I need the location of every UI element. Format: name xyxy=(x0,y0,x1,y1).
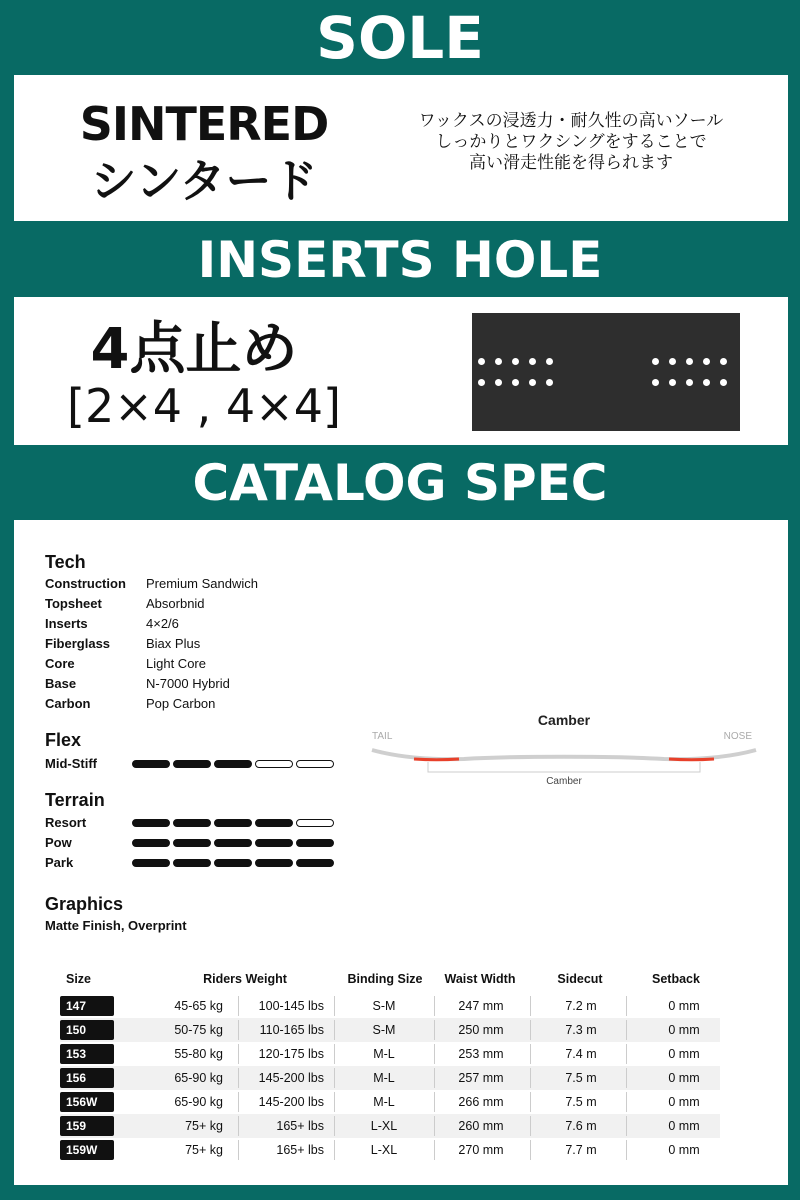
flex-heading: Flex xyxy=(45,730,82,750)
terrain-rating-segment xyxy=(255,819,293,827)
column-divider xyxy=(626,1068,627,1088)
table-cell-setback: 0 mm xyxy=(668,1143,700,1157)
terrain-rating-segment xyxy=(255,839,293,847)
column-divider xyxy=(238,1020,239,1040)
table-cell-sidecut: 7.5 m xyxy=(565,1071,597,1085)
tech-key: Inserts xyxy=(45,616,88,631)
table-cell-lbs: 165+ lbs xyxy=(276,1119,324,1133)
terrain-rating-segment xyxy=(296,819,334,827)
terrain-rating-segment xyxy=(173,819,211,827)
flex-rating-segment xyxy=(132,760,170,768)
graphics-value: Matte Finish, Overprint xyxy=(45,918,187,933)
column-divider xyxy=(334,1044,335,1064)
camber-bracket xyxy=(428,762,700,772)
table-cell-setback: 0 mm xyxy=(668,1071,700,1085)
nose-label: NOSE xyxy=(723,731,752,742)
table-cell-binding: L-XL xyxy=(370,1119,398,1133)
terrain-rating-segment xyxy=(132,859,170,867)
tail-label: TAIL xyxy=(372,731,393,742)
tech-key: Construction xyxy=(45,576,126,591)
insert-hole xyxy=(529,379,536,386)
insert-hole xyxy=(720,358,727,365)
table-cell-lbs: 110-165 lbs xyxy=(259,1023,324,1037)
table-header: Size xyxy=(66,972,92,986)
table-cell-waist: 270 mm xyxy=(458,1143,504,1157)
sole-name-ja: シンタード xyxy=(90,154,318,208)
terrain-rating-segment xyxy=(173,859,211,867)
table-row xyxy=(60,1090,720,1114)
table-row xyxy=(60,1138,720,1162)
insert-hole xyxy=(703,358,710,365)
terrain-label: Park xyxy=(45,855,74,870)
insert-hole xyxy=(512,358,519,365)
spec-panel xyxy=(14,520,788,1185)
flex-rating-segment xyxy=(296,760,334,768)
table-cell-sidecut: 7.7 m xyxy=(565,1143,597,1157)
terrain-heading: Terrain xyxy=(45,790,105,810)
column-divider xyxy=(434,1068,435,1088)
tech-value: Light Core xyxy=(146,656,206,671)
insert-hole xyxy=(686,358,693,365)
table-cell-binding: M-L xyxy=(373,1095,395,1109)
spec-section-title: CATALOG SPEC xyxy=(192,454,608,512)
table-row xyxy=(60,1042,720,1066)
insert-hole xyxy=(703,379,710,386)
tech-key: Core xyxy=(45,656,75,671)
tech-value: Premium Sandwich xyxy=(146,576,258,591)
table-header: Setback xyxy=(652,972,700,986)
column-divider xyxy=(626,1116,627,1136)
table-header: Sidecut xyxy=(557,972,603,986)
table-cell-waist: 250 mm xyxy=(458,1023,504,1037)
table-cell-setback: 0 mm xyxy=(668,1119,700,1133)
insert-hole xyxy=(669,358,676,365)
size-badge: 156 xyxy=(60,1068,114,1088)
column-divider xyxy=(530,1044,531,1064)
table-cell-setback: 0 mm xyxy=(668,1023,700,1037)
table-cell-kg: 55-80 kg xyxy=(174,1047,223,1061)
table-cell-kg: 75+ kg xyxy=(185,1119,223,1133)
size-badge: 159 xyxy=(60,1116,114,1136)
table-cell-binding: M-L xyxy=(373,1047,395,1061)
tech-heading: Tech xyxy=(45,552,86,572)
table-cell-kg: 75+ kg xyxy=(185,1143,223,1157)
tech-key: Fiberglass xyxy=(45,636,111,651)
table-cell-waist: 257 mm xyxy=(458,1071,504,1085)
table-row xyxy=(60,1018,720,1042)
column-divider xyxy=(530,996,531,1016)
table-cell-lbs: 145-200 lbs xyxy=(258,1071,324,1085)
column-divider xyxy=(530,1068,531,1088)
table-cell-binding: M-L xyxy=(373,1071,395,1085)
table-cell-binding: S-M xyxy=(372,999,396,1013)
table-cell-kg: 65-90 kg xyxy=(174,1071,223,1085)
size-badge: 159W xyxy=(60,1140,114,1160)
column-divider xyxy=(530,1020,531,1040)
nose-contact-point xyxy=(669,759,714,760)
tech-value: Absorbnid xyxy=(146,596,205,611)
insert-hole xyxy=(495,358,502,365)
terrain-label: Pow xyxy=(45,835,72,850)
column-divider xyxy=(626,1092,627,1112)
column-divider xyxy=(334,996,335,1016)
column-divider xyxy=(626,1140,627,1160)
insert-hole xyxy=(669,379,676,386)
tail-contact-point xyxy=(414,759,459,760)
terrain-label: Resort xyxy=(45,815,87,830)
table-cell-kg: 45-65 kg xyxy=(174,999,223,1013)
table-cell-sidecut: 7.4 m xyxy=(565,1047,597,1061)
table-cell-binding: S-M xyxy=(372,1023,396,1037)
size-badge: 153 xyxy=(60,1044,114,1064)
table-cell-lbs: 145-200 lbs xyxy=(258,1095,324,1109)
table-cell-binding: L-XL xyxy=(370,1143,398,1157)
column-divider xyxy=(334,1068,335,1088)
insert-hole xyxy=(495,379,502,386)
table-row xyxy=(60,1066,720,1090)
inserts-main-label: 4点止め xyxy=(90,317,298,382)
camber-title: Camber xyxy=(537,712,591,728)
sole-description xyxy=(374,111,768,174)
tech-key: Topsheet xyxy=(45,596,102,611)
insert-hole xyxy=(546,358,553,365)
table-cell-lbs: 120-175 lbs xyxy=(258,1047,324,1061)
terrain-rating-segment xyxy=(296,859,334,867)
sole-name-en: SINTERED xyxy=(79,97,329,151)
flex-rating-segment xyxy=(214,760,252,768)
column-divider xyxy=(238,996,239,1016)
table-header: Binding Size xyxy=(347,972,423,986)
table-cell-setback: 0 mm xyxy=(668,999,700,1013)
graphics-heading: Graphics xyxy=(45,894,124,914)
table-cell-kg: 50-75 kg xyxy=(174,1023,223,1037)
column-divider xyxy=(334,1092,335,1112)
size-badge: 156W xyxy=(60,1092,114,1112)
column-divider xyxy=(238,1068,239,1088)
inserts-panel xyxy=(14,297,788,445)
tech-key: Base xyxy=(45,676,77,691)
column-divider xyxy=(434,1044,435,1064)
tech-key: Carbon xyxy=(45,696,91,711)
size-badge: 150 xyxy=(60,1020,114,1040)
table-cell-waist: 260 mm xyxy=(458,1119,504,1133)
insert-hole xyxy=(652,358,659,365)
column-divider xyxy=(434,1020,435,1040)
column-divider xyxy=(530,1116,531,1136)
tech-value: 4×2/6 xyxy=(146,616,179,631)
insert-hole xyxy=(529,358,536,365)
flex-rating-segment xyxy=(173,760,211,768)
table-header: Waist Width xyxy=(444,972,516,986)
sole-desc-line: しっかりとワクシングをすることで xyxy=(435,132,707,152)
column-divider xyxy=(238,1116,239,1136)
insert-hole xyxy=(686,379,693,386)
table-cell-lbs: 100-145 lbs xyxy=(258,999,324,1013)
column-divider xyxy=(434,1092,435,1112)
column-divider xyxy=(434,996,435,1016)
column-divider xyxy=(238,1140,239,1160)
tech-value: Biax Plus xyxy=(146,636,201,651)
table-cell-sidecut: 7.5 m xyxy=(565,1095,597,1109)
sole-panel xyxy=(14,75,788,221)
sole-desc-line: ワックスの浸透力・耐久性の高いソール xyxy=(418,111,724,131)
column-divider xyxy=(334,1140,335,1160)
table-cell-setback: 0 mm xyxy=(668,1095,700,1109)
column-divider xyxy=(434,1116,435,1136)
insert-hole-diagram xyxy=(472,313,740,431)
column-divider xyxy=(530,1092,531,1112)
column-divider xyxy=(626,996,627,1016)
terrain-rating-segment xyxy=(214,819,252,827)
table-cell-lbs: 165+ lbs xyxy=(276,1143,324,1157)
terrain-rating-segment xyxy=(214,859,252,867)
insert-hole xyxy=(478,379,485,386)
size-badge: 147 xyxy=(60,996,114,1016)
column-divider xyxy=(334,1116,335,1136)
column-divider xyxy=(530,1140,531,1160)
tech-value: Pop Carbon xyxy=(146,696,216,711)
column-divider xyxy=(434,1140,435,1160)
table-cell-waist: 247 mm xyxy=(458,999,504,1013)
terrain-rating-segment xyxy=(132,819,170,827)
flex-rating-segment xyxy=(255,760,293,768)
board-profile-line xyxy=(372,750,756,759)
table-cell-waist: 253 mm xyxy=(458,1047,504,1061)
flex-label: Mid-Stiff xyxy=(45,756,97,771)
table-cell-setback: 0 mm xyxy=(668,1047,700,1061)
table-cell-waist: 266 mm xyxy=(458,1095,504,1109)
terrain-rating-segment xyxy=(255,859,293,867)
insert-hole xyxy=(478,358,485,365)
column-divider xyxy=(626,1020,627,1040)
inserts-section-title: INSERTS HOLE xyxy=(197,231,603,289)
camber-profile-diagram xyxy=(364,708,764,788)
column-divider xyxy=(626,1044,627,1064)
inserts-pattern-label: [2×4 , 4×4] xyxy=(67,379,341,433)
terrain-rating-segment xyxy=(132,839,170,847)
sole-section-title: SOLE xyxy=(316,4,484,72)
table-cell-kg: 65-90 kg xyxy=(174,1095,223,1109)
table-cell-sidecut: 7.2 m xyxy=(565,999,597,1013)
sole-desc-line: 高い滑走性能を得られます xyxy=(469,153,673,173)
terrain-rating-segment xyxy=(173,839,211,847)
column-divider xyxy=(334,1020,335,1040)
table-row xyxy=(60,1114,720,1138)
table-header: Riders Weight xyxy=(203,972,287,986)
table-cell-sidecut: 7.3 m xyxy=(565,1023,597,1037)
terrain-rating-segment xyxy=(214,839,252,847)
camber-caption: Camber xyxy=(546,776,582,787)
table-row xyxy=(60,994,720,1018)
tech-value: N-7000 Hybrid xyxy=(146,676,230,691)
insert-hole xyxy=(546,379,553,386)
column-divider xyxy=(238,1092,239,1112)
insert-hole xyxy=(512,379,519,386)
column-divider xyxy=(238,1044,239,1064)
table-cell-sidecut: 7.6 m xyxy=(565,1119,597,1133)
terrain-rating-segment xyxy=(296,839,334,847)
insert-hole xyxy=(720,379,727,386)
insert-hole xyxy=(652,379,659,386)
